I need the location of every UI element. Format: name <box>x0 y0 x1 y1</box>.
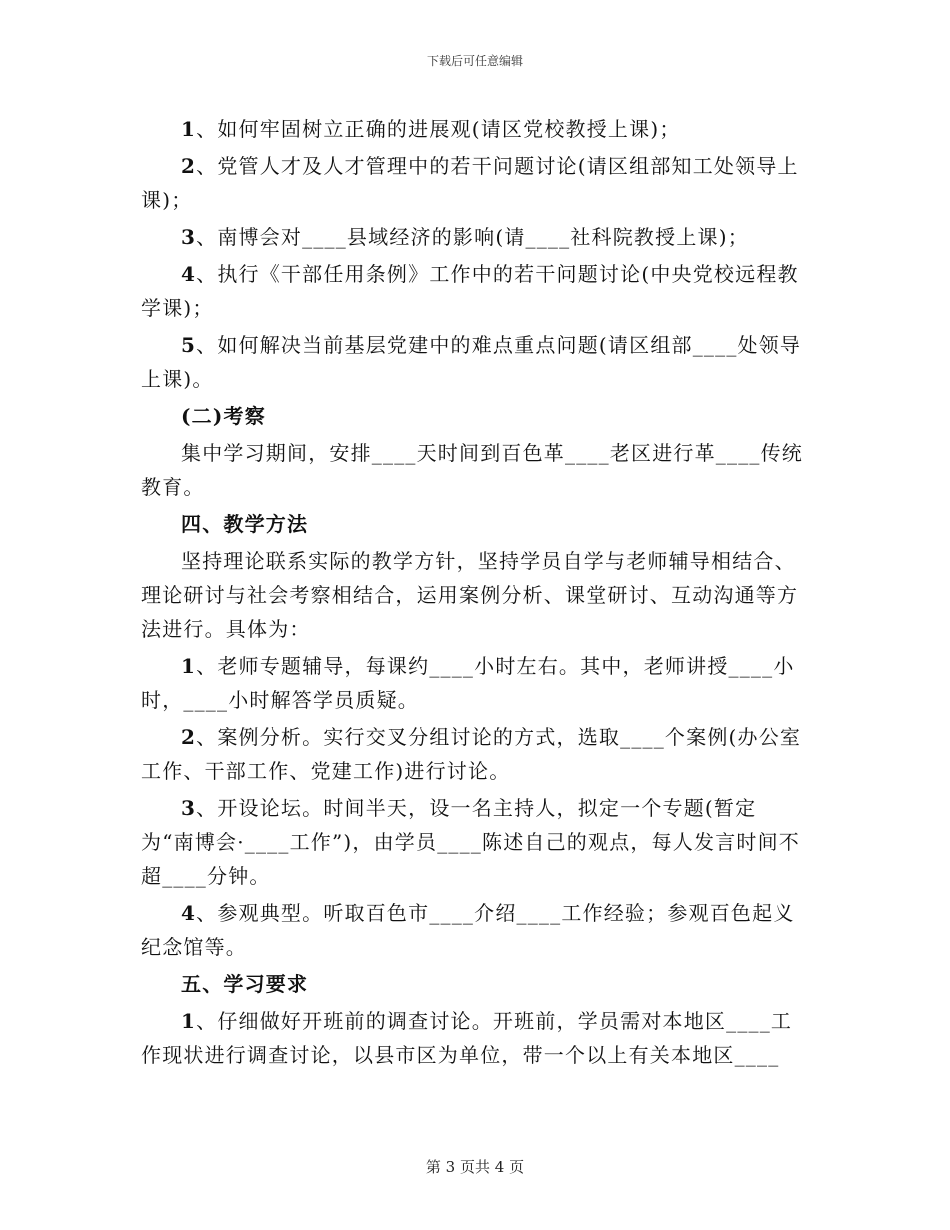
paragraph-text: 、开设论坛。时间半天，设一名主持人，拟定一个专题(暂定为“南博会·____工作”)，由学员____陈述自己的观点，每人发言时间不超____分钟。 <box>141 796 801 888</box>
paragraph-item <box>141 220 807 254</box>
paragraph-item <box>141 112 807 146</box>
page-footer: 第 3 页共 4 页 <box>425 1158 525 1176</box>
item-number: 1 <box>181 1009 197 1033</box>
paragraph-text: 、案例分析。实行交叉分组讨论的方式，选取____个案例(办公室工作、干部工作、党建工作)进行讨论。 <box>141 725 802 783</box>
item-number: 2 <box>181 725 197 749</box>
section-heading: 四、教学方法 <box>181 512 309 536</box>
item-number: 3 <box>181 796 197 820</box>
paragraph-text: 、老师专题辅导，每课约____小时左右。其中，老师讲授____小时，____小时解答学员质疑。 <box>141 654 795 712</box>
paragraph-text: 、党管人才及人才管理中的若干问题讨论(请区组部知工处领导上课)； <box>141 154 799 212</box>
paragraph-text: 、如何牢固树立正确的进展观(请区党校教授上课)； <box>196 117 681 141</box>
paragraph-text: 、南博会对____县域经济的影响(请____社科院教授上课)； <box>196 225 749 249</box>
paragraph-item <box>141 1004 807 1072</box>
item-number: 3 <box>181 225 197 249</box>
item-number: 4 <box>181 901 197 925</box>
paragraph-item <box>141 720 807 788</box>
paragraph-item <box>141 149 807 217</box>
paragraph-item <box>141 896 807 964</box>
item-number: 1 <box>181 117 197 141</box>
item-number: 1 <box>181 654 197 678</box>
document-body <box>141 112 807 1075</box>
paragraph-text: 坚持理论联系实际的教学方针，坚持学员自学与老师辅导相结合、理论研讨与社会考察相结合，运用案例分析、课堂研讨、互动沟通等方法进行。具体为： <box>141 549 799 641</box>
paragraph-item <box>141 649 807 717</box>
item-number: 4 <box>181 262 197 286</box>
paragraph-item <box>141 791 807 893</box>
section-heading: (二)考察 <box>181 404 266 428</box>
page-header: 下载后可任意编辑 <box>426 54 523 68</box>
paragraph-item <box>141 328 807 396</box>
item-number: 5 <box>181 333 197 357</box>
paragraph-text: 、仔细做好开班前的调查讨论。开班前，学员需对本地区____工作现状进行调查讨论，以县市区为单位，带一个以上有关本地区____ <box>141 1009 793 1067</box>
paragraph-text: 集中学习期间，安排____天时间到百色革____老区进行革____传统教育。 <box>141 441 803 499</box>
item-number: 2 <box>181 154 197 178</box>
paragraph-text: 、如何解决当前基层党建中的难点重点问题(请区组部____处领导上课)。 <box>141 333 802 391</box>
section-heading: 五、学习要求 <box>181 972 309 996</box>
paragraph-text: 、执行《干部任用条例》工作中的若干问题讨论(中央党校远程教学课)； <box>141 262 799 320</box>
paragraph-text: 、参观典型。听取百色市____介绍____工作经验；参观百色起义纪念馆等。 <box>141 901 795 959</box>
paragraph-item <box>141 257 807 325</box>
